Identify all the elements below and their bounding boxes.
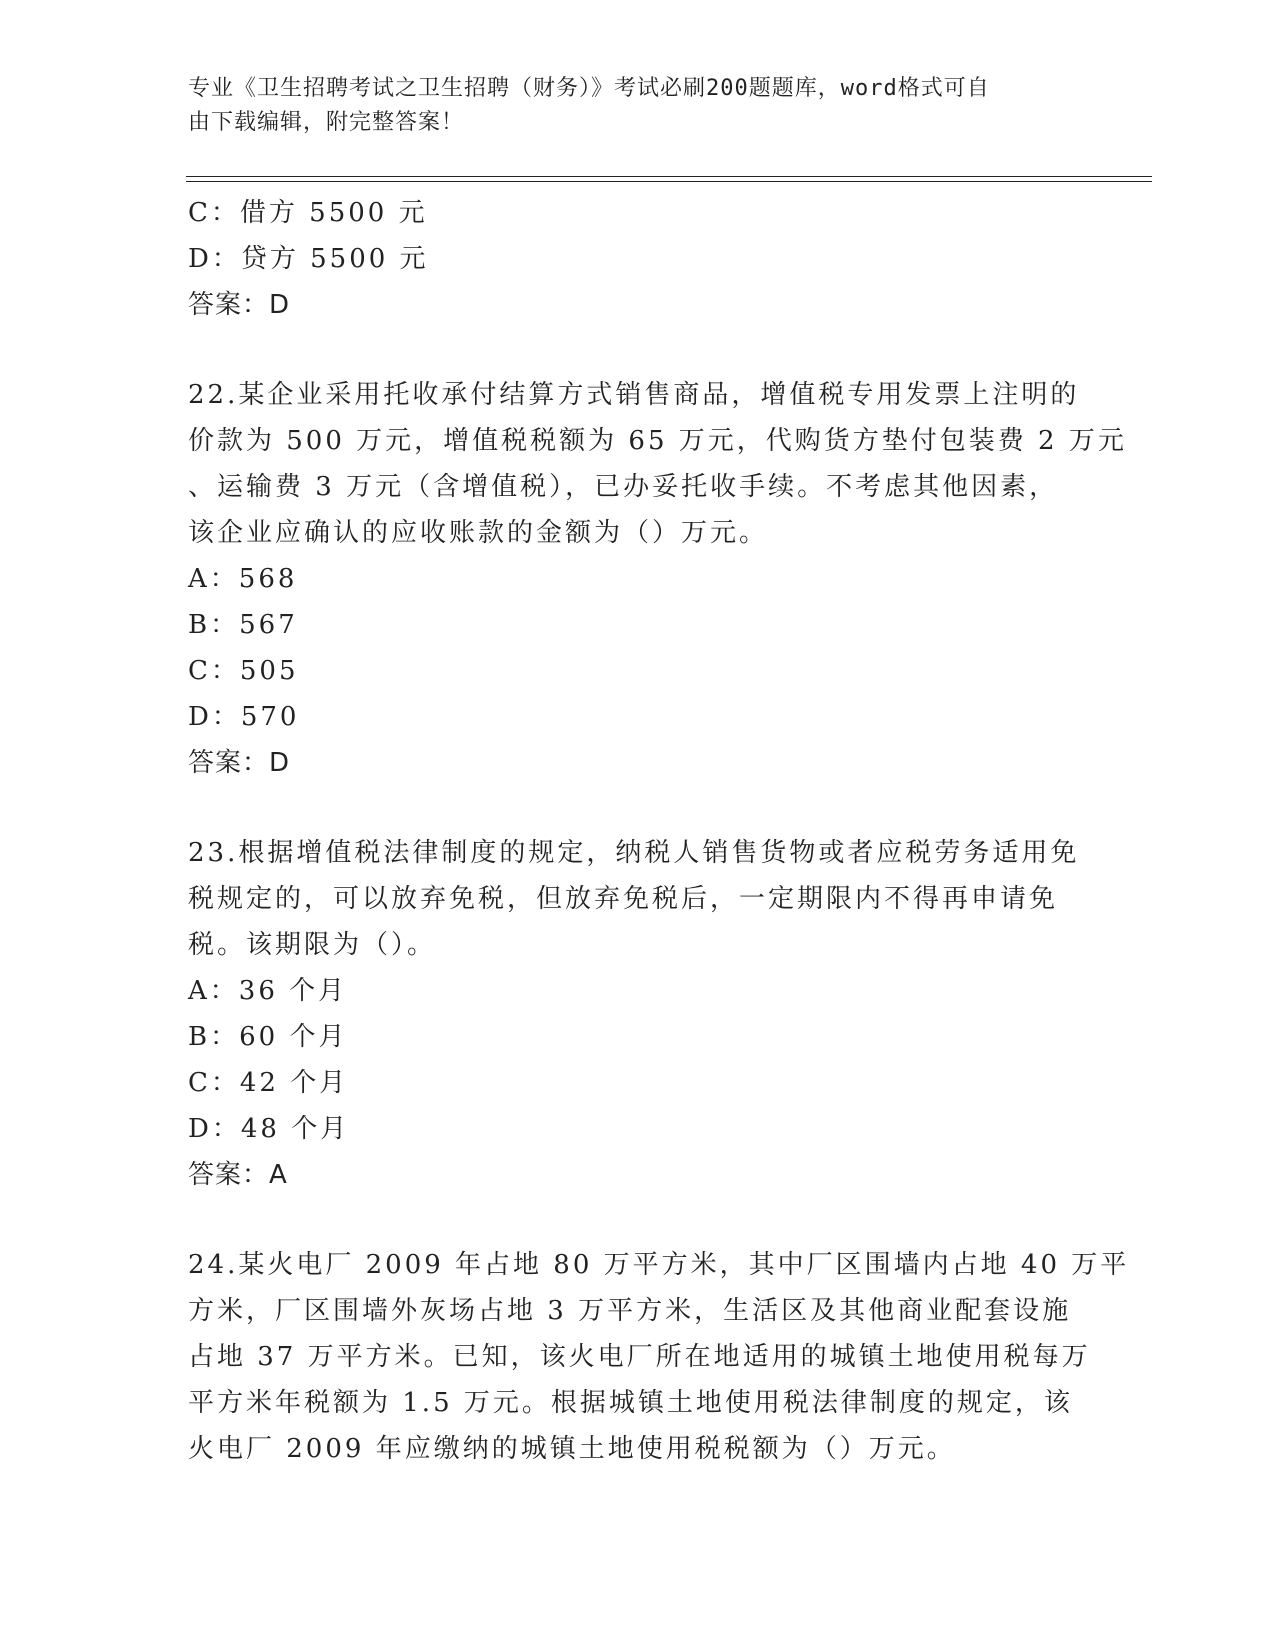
question-line: 22.某企业采用托收承付结算方式销售商品，增值税专用发票上注明的	[188, 380, 1080, 410]
header-line-1: 专业《卫生招聘考试之卫生招聘（财务）》考试必刷200题题库，word格式可自	[188, 76, 990, 101]
option-b: B：567	[188, 610, 298, 640]
header-line-2: 由下载编辑，附完整答案！	[188, 110, 465, 135]
question-line: 平方米年税额为 1.5 万元。根据城镇土地使用税法律制度的规定，该	[188, 1388, 1073, 1418]
question-text	[188, 1242, 1130, 1472]
question-24	[188, 1242, 1130, 1472]
document-body	[188, 190, 1130, 1472]
question-line: 税规定的，可以放弃免税，但放弃免税后，一定期限内不得再申请免	[188, 884, 1059, 914]
header-divider-top	[186, 176, 1152, 177]
answer-line: 答案：D	[188, 748, 291, 778]
option-a: A：36 个月	[188, 976, 348, 1006]
option-d: D：贷方 5500 元	[188, 244, 429, 274]
option-c: C：借方 5500 元	[188, 198, 428, 228]
header-divider-bottom	[186, 181, 1152, 182]
question-23	[188, 830, 1088, 1198]
question-line: 税。该期限为（）。	[188, 930, 437, 960]
document-header	[188, 72, 1068, 140]
answer-line: 答案：D	[188, 290, 291, 320]
question-text	[188, 372, 1127, 556]
question-line: 该企业应确认的应收账款的金额为（）万元。	[188, 518, 769, 548]
option-c: C：505	[188, 656, 299, 686]
answer-line: 答案：A	[188, 1160, 288, 1190]
question-line: 、运输费 3 万元（含增值税），已办妥托收手续。不考虑其他因素，	[188, 472, 1059, 502]
question-line: 24.某火电厂 2009 年占地 80 万平方米，其中厂区围墙内占地 40 万平	[188, 1250, 1130, 1280]
option-a: A：568	[188, 564, 298, 594]
option-d: D：48 个月	[188, 1114, 350, 1144]
option-c: C：42 个月	[188, 1068, 349, 1098]
question-text	[188, 830, 1088, 968]
question-line: 火电厂 2009 年应缴纳的城镇土地使用税税额为（）万元。	[188, 1434, 956, 1464]
option-d: D：570	[188, 702, 300, 732]
question-line: 占地 37 万平方米。已知，该火电厂所在地适用的城镇土地使用税每万	[188, 1342, 1091, 1372]
option-b: B：60 个月	[188, 1022, 348, 1052]
question-22	[188, 372, 1127, 786]
question-line: 方米，厂区围墙外灰场占地 3 万平方米，生活区及其他商业配套设施	[188, 1296, 1072, 1326]
question-line: 23.根据增值税法律制度的规定，纳税人销售货物或者应税劳务适用免	[188, 838, 1080, 868]
question-line: 价款为 500 万元，增值税税额为 65 万元，代购货方垫付包装费 2 万元	[188, 426, 1127, 456]
previous-question-tail	[188, 190, 1088, 328]
